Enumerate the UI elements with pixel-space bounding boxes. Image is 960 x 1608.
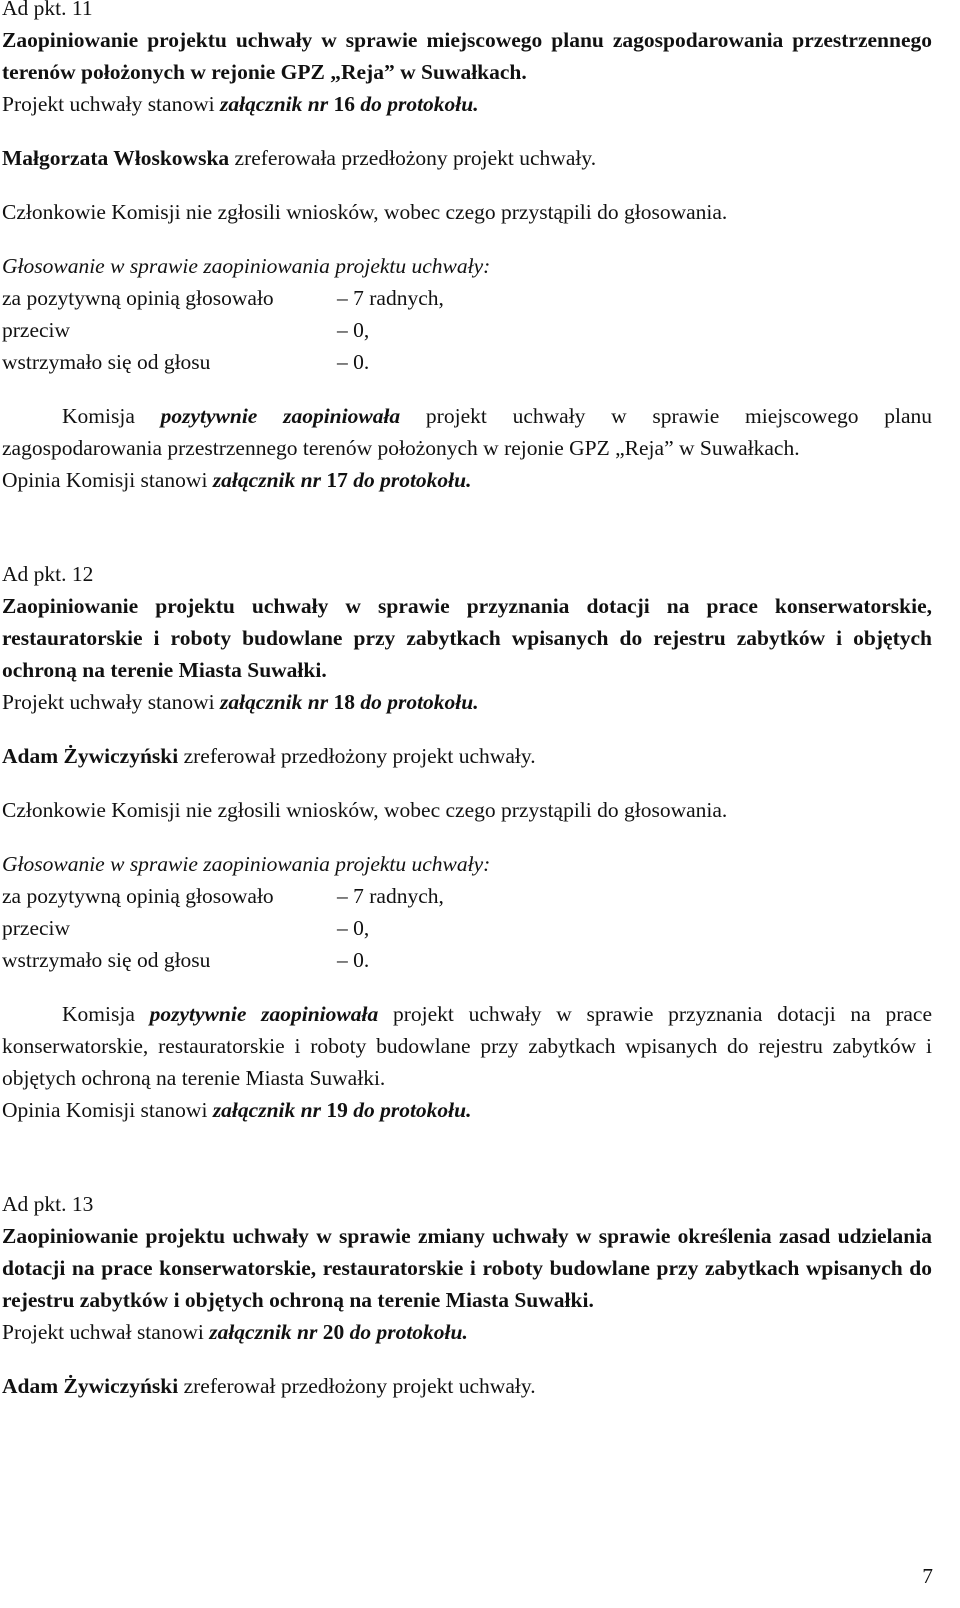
attachment-note: Projekt uchwał stanowi załącznik nr 20 do protokołu.: [2, 1320, 468, 1344]
document-page: [2, 0, 932, 1402]
committee-opinion: Komisja pozytywnie zaopiniowała projekt uchwały w sprawie miejscowego planu zagospodarowania przestrzennego terenów położonych w rejonie GPZ „Reja” w Suwałkach.: [2, 404, 932, 460]
section-title: Zaopiniowanie projektu uchwały w sprawie zmiany uchwały w sprawie określenia zasad udzielania dotacji na prace konserwatorskie, restauratorskie i roboty budowlane przy zabytkach wpisanych do rejestru zabytków i objętych ochroną na terenie Miasta Suwałki.: [2, 1224, 932, 1312]
opinion-attachment: Opinia Komisji stanowi załącznik nr 17 do protokołu.: [2, 468, 472, 492]
vote-title: Głosowanie w sprawie zaopiniowania projektu uchwały:: [2, 852, 491, 876]
presenter-line: Adam Żywiczyński zreferował przedłożony projekt uchwały.: [2, 744, 536, 768]
vote-against: przeciw – 0,: [2, 916, 370, 940]
section-title: Zaopiniowanie projektu uchwały w sprawie przyznania dotacji na prace konserwatorskie, restauratorskie i roboty budowlane przy zabytkach wpisanych do rejestru zabytków i objętych ochroną na terenie Miasta Suwałki.: [2, 594, 932, 682]
members-line: Członkowie Komisji nie zgłosili wniosków, wobec czego przystąpili do głosowania.: [2, 798, 728, 822]
members-line: Członkowie Komisji nie zgłosili wniosków, wobec czego przystąpili do głosowania.: [2, 200, 728, 224]
section-pkt-12: [2, 558, 932, 1126]
presenter-line: Małgorzata Włoskowska zreferowała przedłożony projekt uchwały.: [2, 146, 597, 170]
vote-abstain: wstrzymało się od głosu – 0.: [2, 350, 370, 374]
vote-for: za pozytywną opinią głosowało – 7 radnych,: [2, 884, 444, 908]
vote-abstain: wstrzymało się od głosu – 0.: [2, 948, 370, 972]
presenter-line: Adam Żywiczyński zreferował przedłożony projekt uchwały.: [2, 1374, 536, 1398]
section-title: Zaopiniowanie projektu uchwały w sprawie miejscowego planu zagospodarowania przestrzennego terenów położonych w rejonie GPZ „Reja” w Suwałkach.: [2, 28, 932, 84]
committee-opinion: Komisja pozytywnie zaopiniowała projekt uchwały w sprawie przyznania dotacji na prace konserwatorskie, restauratorskie i roboty budowlane przy zabytkach wpisanych do rejestru zabytków i objętych ochroną na terenie Miasta Suwałki.: [2, 1002, 933, 1090]
vote-against: przeciw – 0,: [2, 318, 370, 342]
section-heading: Ad pkt. 12: [2, 562, 94, 586]
vote-title: Głosowanie w sprawie zaopiniowania projektu uchwały:: [2, 254, 491, 278]
attachment-note: Projekt uchwały stanowi załącznik nr 18 do protokołu.: [2, 690, 479, 714]
section-pkt-13: [2, 1188, 932, 1402]
attachment-note: Projekt uchwały stanowi załącznik nr 16 do protokołu.: [2, 92, 479, 116]
section-heading: Ad pkt. 11: [2, 0, 93, 20]
section-heading: Ad pkt. 13: [2, 1192, 94, 1216]
vote-for: za pozytywną opinią głosowało – 7 radnych,: [2, 286, 444, 310]
opinion-attachment: Opinia Komisji stanowi załącznik nr 19 do protokołu.: [2, 1098, 472, 1122]
page-number: 7: [922, 1564, 933, 1588]
section-pkt-11: [2, 0, 932, 496]
